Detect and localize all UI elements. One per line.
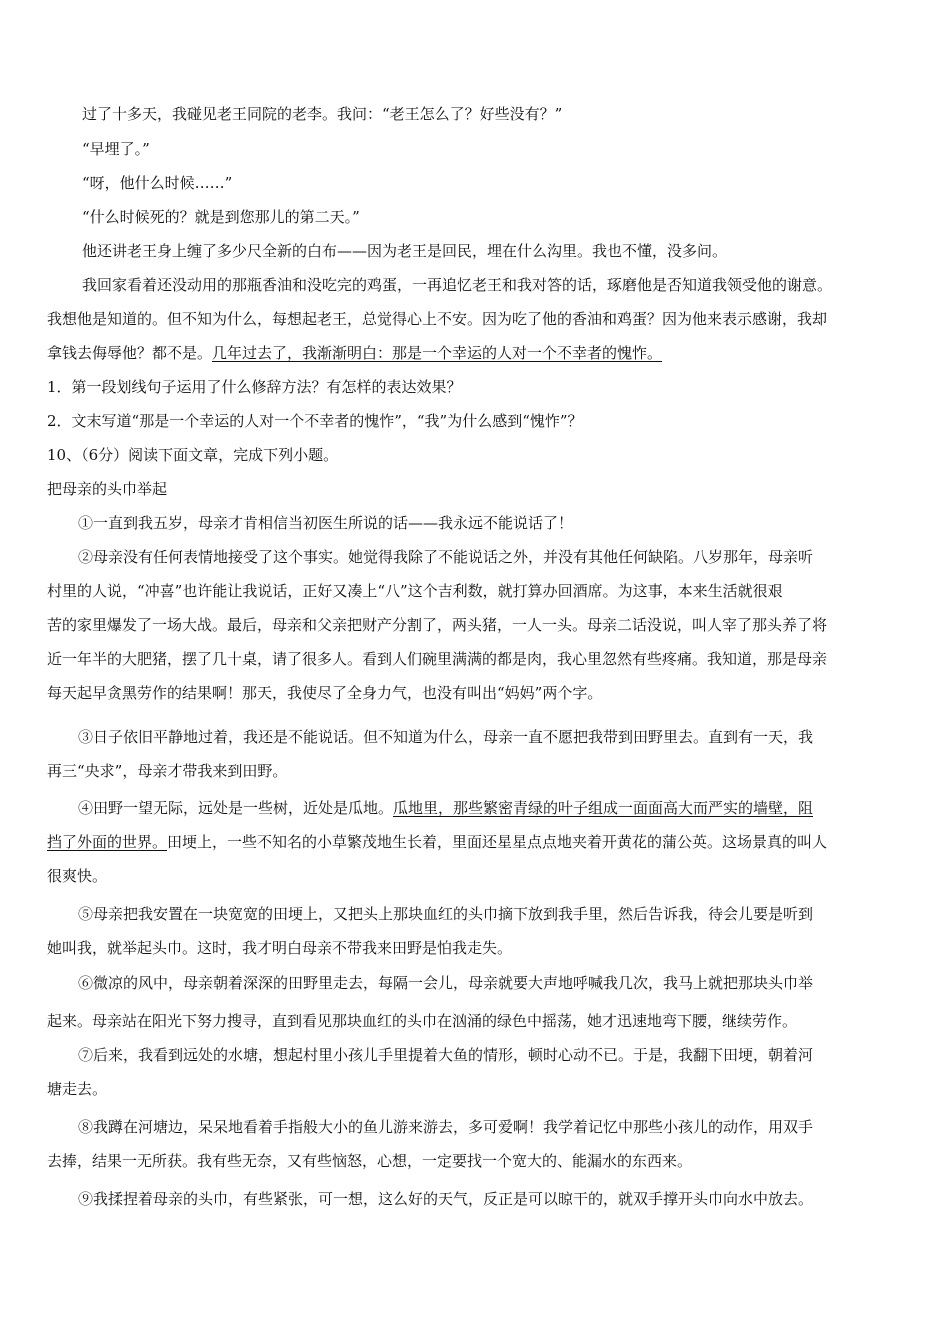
- paragraph-line: ④田野一望无际，远处是一些树，近处是瓜地。瓜地里，那些繁密青绿的叶子组成一面面高大而严实的墙壁，阻: [78, 799, 814, 817]
- paragraph-line: 每天起早贪黑劳作的结果啊！那天，我使尽了全身力气，也没有叫出“妈妈”两个字。: [47, 684, 603, 702]
- text-line: “什么时候死的？就是到您那儿的第二天。”: [82, 208, 360, 226]
- paragraph-line: ③日子依旧平静地过着，我还是不能说话。但不知道为什么，母亲一直不愿把我带到田野里去。直到有一天，我: [78, 728, 814, 746]
- paragraph-line: ⑨我揉捏着母亲的头巾，有些紧张，可一想，这么好的天气，反正是可以晾干的，就双手撑开头巾向水中放去。: [78, 1190, 814, 1208]
- text-line: “呀，他什么时候……”: [82, 174, 233, 192]
- paragraph-line: ⑥微凉的风中，母亲朝着深深的田野里走去，每隔一会儿，母亲就要大声地呼喊我几次，我马上就把那块头巾举: [78, 974, 814, 992]
- paragraph-line: ⑦后来，我看到远处的水塘，想起村里小孩儿手里提着大鱼的情形，顿时心动不已。于是，我翻下田埂，朝着河: [78, 1046, 814, 1064]
- paragraph-line: ②母亲没有任何表情地接受了这个事实。她觉得我除了不能说话之外，并没有其他任何缺陷。八岁那年，母亲听: [78, 548, 814, 566]
- paragraph-line: 塘走去。: [47, 1080, 108, 1098]
- underlined-sentence: 瓜地里，那些繁密青绿的叶子组成一面面高大而严实的墙壁，阻: [393, 799, 814, 817]
- paragraph-line: 村里的人说，“冲喜”也许能让我说话，正好又凑上“八”这个吉利数，就打算办回酒席。为这事，本来生活就很艰: [47, 582, 783, 600]
- text-line: 拿钱去侮辱他？都不是。几年过去了，我渐渐明白：那是一个幸运的人对一个不幸者的愧怍。: [47, 344, 663, 362]
- text-line: “早埋了。”: [82, 140, 150, 158]
- text-line: 过了十多天，我碰见老王同院的老李。我问：“老王怎么了？好些没有？”: [82, 105, 563, 123]
- text-line: 他还讲老王身上缠了多少尺全新的白布——因为老王是回民，埋在什么沟里。我也不懂，没多问。: [82, 242, 728, 260]
- paragraph-line: ①一直到我五岁，母亲才肯相信当初医生所说的话——我永远不能说话了！: [78, 514, 574, 532]
- paragraph-line: ⑧我蹲在河塘边，呆呆地看着手指般大小的鱼儿游来游去，多可爱啊！我学着记忆中那些小孩儿的动作，用双手: [78, 1118, 814, 1136]
- article-title: 把母亲的头巾举起: [47, 480, 168, 498]
- underlined-sentence: 几年过去了，我渐渐明白：那是一个幸运的人对一个不幸者的愧怍。: [212, 344, 663, 362]
- section-heading: 10、（6分）阅读下面文章，完成下列小题。: [47, 446, 339, 464]
- question-1: 1．第一段划线句子运用了什么修辞方法？有怎样的表达效果？: [47, 378, 462, 396]
- question-2: 2．文末写道“那是一个幸运的人对一个不幸者的愧怍”，“我”为什么感到“愧怍”？: [47, 412, 583, 430]
- text-line: 我回家看着还没动用的那瓶香油和没吃完的鸡蛋，一再追忆老王和我对答的话，琢磨他是否知道我领受他的谢意。: [82, 276, 833, 294]
- paragraph-line: 近一年半的大肥猪，摆了几十桌，请了很多人。看到人们碗里满满的都是肉，我心里忽然有些疼痛。我知道，那是母亲: [47, 650, 828, 668]
- paragraph-line: ⑤母亲把我安置在一块宽宽的田埂上，又把头上那块血红的头巾摘下放到我手里，然后告诉我，待会儿要是听到: [78, 905, 814, 923]
- paragraph-line: 挡了外面的世界。田埂上，一些不知名的小草繁茂地生长着，里面还星星点点地夹着开黄花的蒲公英。这场景真的叫人: [47, 833, 828, 851]
- paragraph-line: 很爽快。: [47, 867, 108, 885]
- paragraph-line: 起来。母亲站在阳光下努力搜寻，直到看见那块血红的头巾在汹涌的绿色中摇荡，她才迅速地弯下腰，继续劳作。: [47, 1012, 798, 1030]
- paragraph-line: 再三“央求”，母亲才带我来到田野。: [47, 762, 288, 780]
- paragraph-line: 苦的家里爆发了一场大战。最后，母亲和父亲把财产分割了，两头猪，一人一头。母亲二话没说，叫人宰了那头养了将: [47, 616, 828, 634]
- paragraph-line: 她叫我，就举起头巾。这时，我才明白母亲不带我来田野是怕我走失。: [47, 939, 513, 957]
- underlined-sentence: 挡了外面的世界。: [47, 833, 168, 851]
- paragraph-line: 去捧，结果一无所获。我有些无奈，又有些恼怒，心想，一定要找一个宽大的、能漏水的东西来。: [47, 1152, 693, 1170]
- text-line: 我想他是知道的。但不知为什么，每想起老王，总觉得心上不安。因为吃了他的香油和鸡蛋？因为他来表示感谢，我却: [47, 310, 828, 328]
